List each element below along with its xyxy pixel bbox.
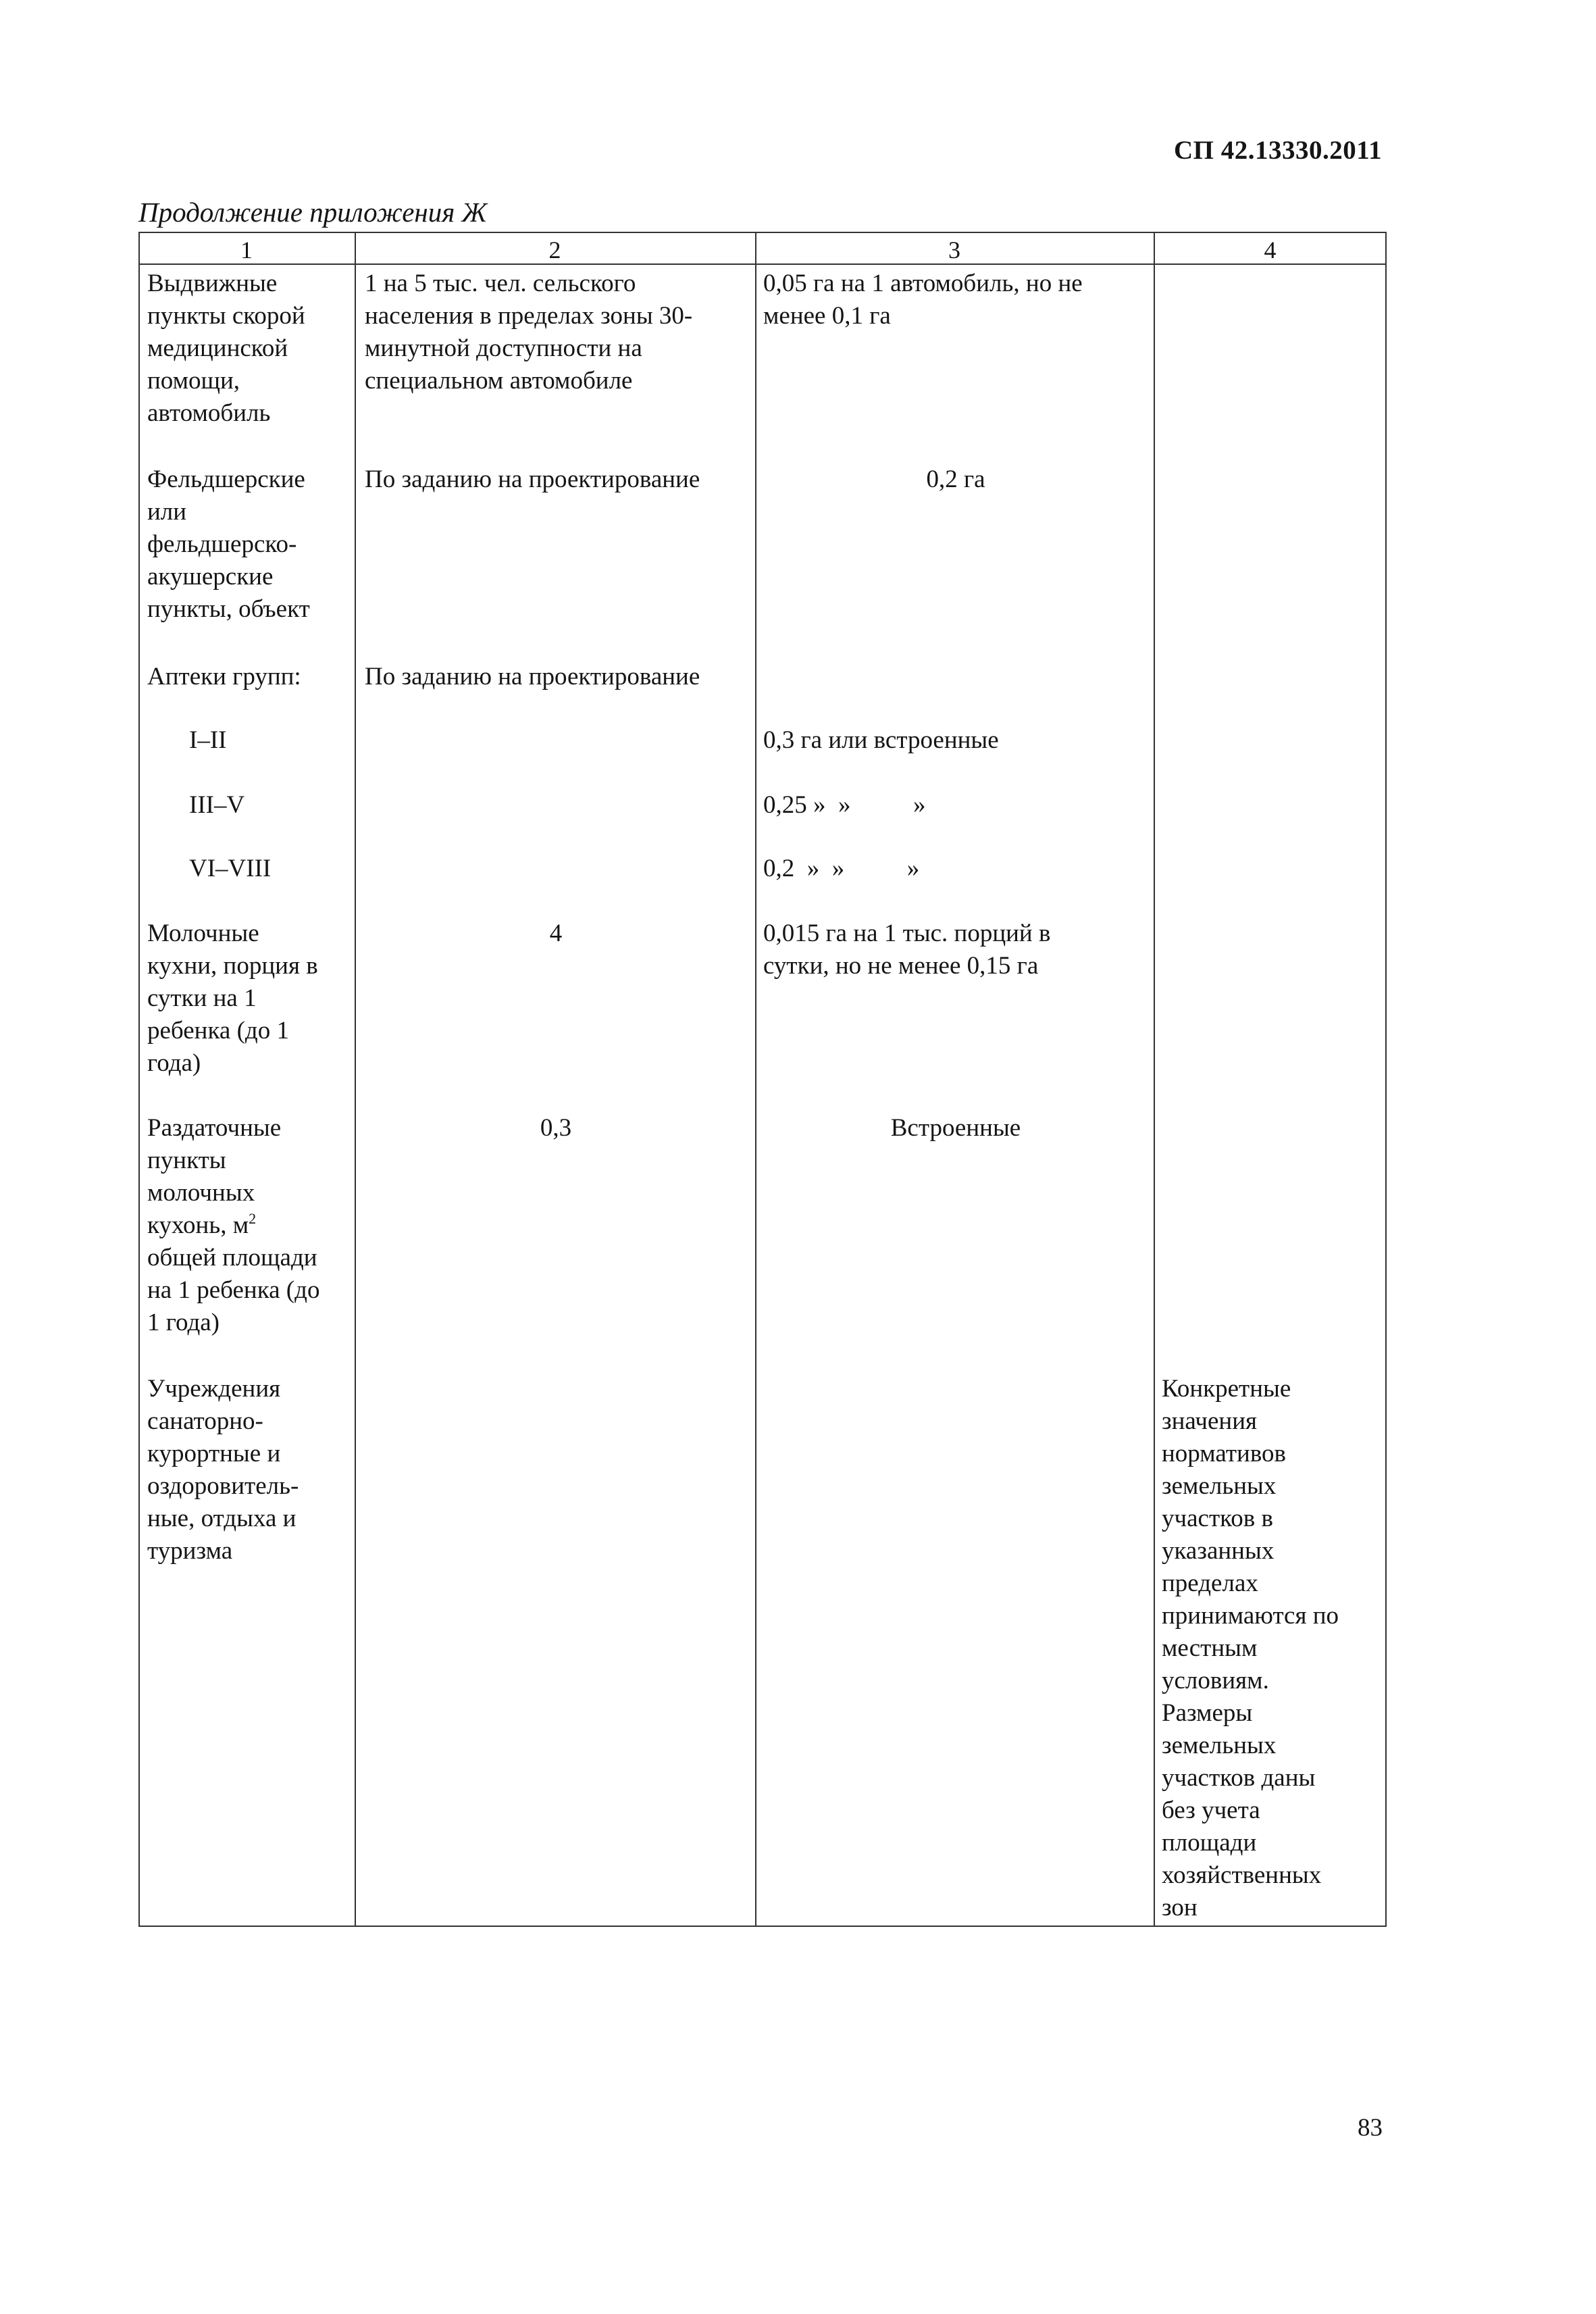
- facility-name: Учреждения санаторно- курортные и оздоровитель- ные, отдыха и туризма: [147, 1375, 299, 1565]
- capacity-norm: По заданию на проектирование: [365, 663, 700, 690]
- land-area: 0,015 га на 1 тыс. порций в сутки, но не менее 0,15 га: [763, 920, 1051, 980]
- land-area: 0,05 га на 1 автомобиль, но не менее 0,1 га: [763, 270, 1083, 330]
- land-area: Встроенные: [890, 1114, 1021, 1142]
- land-area: 0,2 га: [926, 466, 985, 493]
- pharmacy-group: VI–VIII: [189, 855, 272, 882]
- column-header: 3: [948, 236, 960, 263]
- capacity-norm: По заданию на проектирование: [365, 466, 700, 493]
- facility-name: Аптеки групп:: [147, 663, 301, 690]
- continuation-caption: Продолжение приложения Ж: [138, 197, 488, 228]
- facility-name: Раздаточные пункты молочных кухонь, $м^2$ общей площади на 1 ребенка (до 1 года): [147, 1114, 320, 1336]
- column-header: 1: [240, 236, 253, 263]
- header-divider: [138, 263, 1387, 265]
- document-code: СП 42.13330.2011: [1174, 136, 1383, 165]
- column-header: 4: [1264, 236, 1277, 263]
- facility-name: Фельдшерские или фельдшерско- акушерские пункты, объект: [147, 466, 310, 623]
- pharmacy-group: III–V: [189, 791, 245, 819]
- note: Конкретные значения нормативов земельных участков в указанных пределах принимаются по местным условиям. Размеры земельных участков даны без учета площади хозяйственных зон: [1162, 1375, 1339, 1921]
- facility-name: Выдвижные пункты скорой медицинской помощи, автомобиль: [147, 270, 305, 427]
- facility-name: Молочные кухни, порция в сутки на 1 ребенка (до 1 года): [147, 920, 318, 1077]
- land-area: 0,25 » » »: [763, 791, 926, 819]
- capacity-norm: 1 на 5 тыс. чел. сельского населения в пределах зоны 30- минутной доступности на специальном автомобиле: [365, 270, 693, 395]
- column-divider: [355, 232, 356, 1927]
- column-header: 2: [548, 236, 561, 263]
- page-number: 83: [1358, 2114, 1383, 2142]
- capacity-norm: 4: [549, 920, 563, 947]
- land-area: 0,3 га или встроенные: [763, 726, 999, 754]
- capacity-norm: 0,3: [540, 1114, 572, 1142]
- land-area: 0,2 » » »: [763, 855, 920, 882]
- pharmacy-group: I–II: [189, 726, 227, 754]
